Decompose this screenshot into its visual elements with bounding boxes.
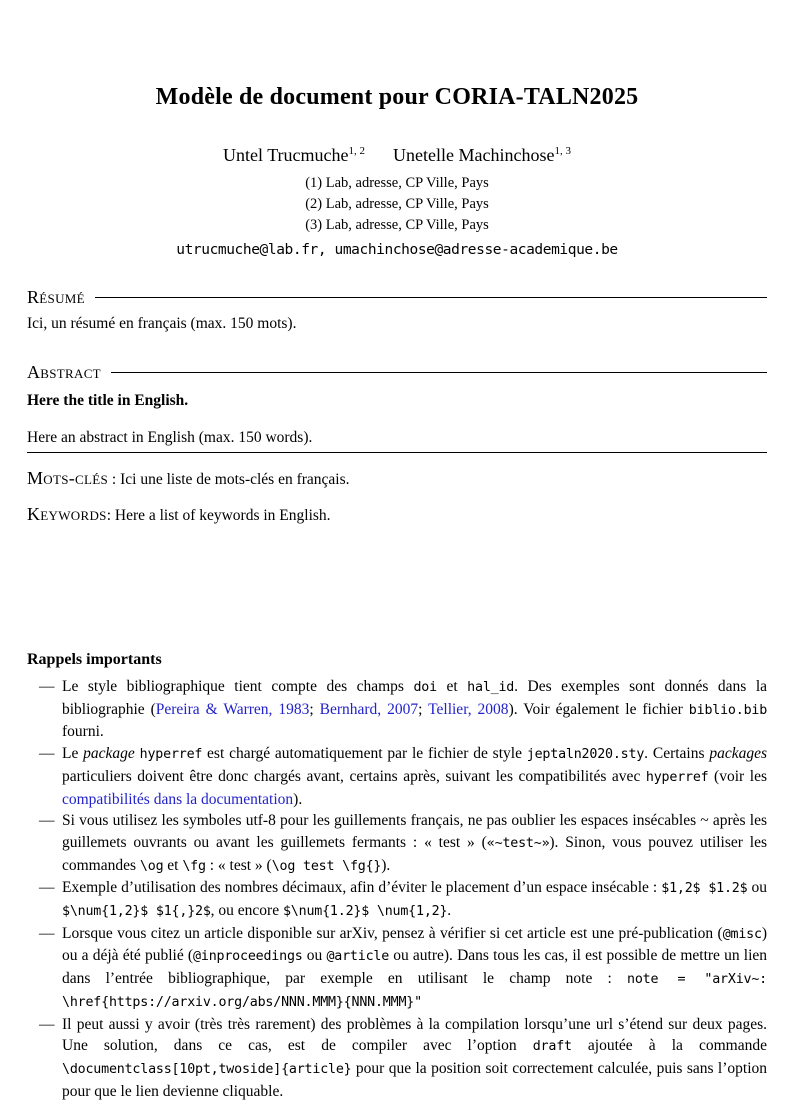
item-text [62, 879, 767, 919]
italic-text: packages [709, 745, 767, 763]
text-segment: et [436, 678, 468, 695]
text-segment: ou autre). Dans tous les cas, il est possible de mettre un lien dans l’entrée bibliographique, par exemple en utilisant le champ note : [62, 947, 768, 988]
text-segment: Le [62, 745, 84, 763]
text-segment: ou [302, 947, 327, 965]
item-text [62, 745, 767, 807]
item-dash-marker: — [39, 745, 55, 763]
text-segment: ; [309, 700, 320, 718]
abstract-text: Here an abstract in English (max. 150 words). [27, 429, 767, 453]
text-segment: ). [381, 856, 391, 874]
text-segment: ). Sinon, vous pouvez utiliser les commandes [62, 833, 767, 874]
text-segment: est chargé automatiquement par le fichier de style [202, 745, 527, 763]
item-dash-marker: — [39, 1015, 55, 1033]
inline-code: @misc [722, 926, 762, 942]
abstract-section-header [27, 362, 767, 383]
text-segment: . Des exemples sont donnés dans la bibliographie ( [62, 678, 768, 718]
text-segment: : « test » ( [205, 856, 272, 874]
item-dash-marker: — [39, 924, 55, 942]
text-segment: Exemple d’utilisation des nombres décimaux, afin d’éviter le placement d’un espace insécable : [62, 879, 662, 897]
hyperlink[interactable]: compatibilités dans la documentation [62, 790, 294, 808]
author-name: Untel Trucmuche [223, 145, 349, 165]
text-segment: ). Voir également le fichier [508, 700, 689, 718]
emails-line: utrucmuche@lab.fr, umachinchose@adresse-academique.be [176, 242, 618, 258]
text-segment: fourni. [62, 723, 104, 741]
inline-code: \documentclass[10pt,twoside]{article} [62, 1061, 352, 1077]
affiliation-line: (2) Lab, adresse, CP Ville, Pays [305, 196, 489, 212]
author-name: Unetelle Machinchose [393, 145, 555, 165]
item-dash-marker: — [39, 812, 55, 830]
item-text [62, 1016, 767, 1100]
affiliation-line: (1) Lab, adresse, CP Ville, Pays [305, 175, 489, 191]
mots-cles-separator: : [108, 471, 121, 488]
mots-cles-label: Mots-clés [27, 468, 109, 488]
author-1 [223, 145, 365, 165]
authors-line [27, 145, 767, 166]
abstract-label: Abstract [27, 362, 101, 382]
text-segment: ; [418, 700, 429, 718]
keywords-text: Here a list of keywords in English. [114, 507, 331, 524]
inline-code: hyperref [645, 769, 709, 785]
rappels-list [27, 676, 767, 1102]
list-item [27, 1014, 767, 1103]
author-affiliation-sup: 1, 3 [554, 145, 571, 157]
paper-title: Modèle de document pour CORIA-TALN2025 [155, 84, 639, 110]
resume-section-header [27, 287, 767, 308]
text-segment: Il peut aussi y avoir (très très rarement) des problèmes à la compilation lorsqu’une url s’étend sur deux pages. Une solution, dans ce cas, est de compiler avec l’option [62, 1015, 767, 1055]
keywords-line [27, 504, 767, 525]
text-segment: Le style bibliographique tient compte des champs [62, 678, 414, 695]
inline-code: \og [139, 858, 164, 874]
resume-label: Résumé [27, 287, 85, 307]
author-affiliation-sup: 1, 2 [348, 145, 366, 157]
text-segment: (voir les [708, 767, 767, 785]
affiliations-block [27, 173, 767, 236]
text-segment: ajoutée à la commande [571, 1037, 767, 1055]
inline-code: \og test \fg{} [271, 858, 382, 874]
item-dash-marker: — [39, 879, 55, 897]
citation-link[interactable]: Bernhard, 2007 [319, 700, 419, 718]
text-segment: , ou encore [210, 902, 283, 920]
text-segment: . Certains [644, 745, 710, 763]
inline-code: «~test~» [486, 835, 550, 851]
italic-text: package [83, 745, 135, 763]
text-segment: ou [747, 879, 767, 897]
resume-text: Ici, un résumé en français (max. 150 mots). [27, 315, 297, 332]
affiliation-line: (3) Lab, adresse, CP Ville, Pays [305, 217, 489, 233]
list-item [27, 877, 767, 922]
text-segment: ) ou a déjà été publié ( [62, 924, 767, 965]
text-segment: ). [293, 790, 303, 808]
text-segment: . [447, 902, 452, 920]
list-item [27, 810, 767, 877]
item-text [62, 925, 767, 1010]
item-text [62, 812, 767, 873]
inline-code: hal_id [467, 680, 515, 695]
inline-code: @article [326, 949, 390, 965]
text-segment: et [163, 856, 183, 874]
inline-code: hyperref [139, 747, 203, 763]
inline-code: doi [413, 680, 437, 695]
keywords-separator: : [106, 507, 115, 524]
text-segment: Si vous utilisez les symboles utf-8 pour les guillements français, ne pas oublier les espaces insécables ~ après les guillemets ouvrants ou avant les guillemets fermants : « test » ( [62, 812, 767, 851]
text-segment: particuliers doivent être donc chargés avant, certains après, suivant les compatibilités avec [62, 767, 646, 785]
citation-link[interactable]: Pereira & Warren, 1983 [155, 700, 310, 718]
inline-code: \fg [182, 858, 206, 874]
list-item [27, 676, 767, 743]
citation-link[interactable]: Tellier, 2008 [428, 700, 509, 718]
inline-code: draft [532, 1039, 572, 1055]
author-2 [393, 145, 571, 165]
item-dash-marker: — [39, 678, 55, 695]
text-segment: Lorsque vous citez un article disponible sur arXiv, pensez à vérifier si cet article est une pré-publication ( [62, 924, 723, 942]
inline-code: @inproceedings [193, 949, 303, 965]
keywords-label: Keywords [27, 504, 107, 524]
text-segment: pour que la position soit correctement calculée, puis sans l’option pour que le lien devienne cliquable. [62, 1059, 767, 1100]
horizontal-rule [95, 297, 767, 298]
inline-code: $\num{1.2}$ \num{1,2} [282, 904, 448, 920]
inline-code: jeptaln2020.sty [526, 747, 645, 763]
item-text [62, 678, 767, 740]
inline-code: biblio.bib [688, 702, 768, 718]
rappels-heading: Rappels importants [27, 651, 162, 668]
mots-cles-text: Ici une liste de mots-clés en français. [120, 471, 350, 488]
inline-code: $1,2$ $1.2$ [661, 881, 748, 897]
horizontal-rule [111, 372, 767, 373]
mots-cles-line [27, 468, 767, 489]
list-item [27, 923, 767, 1014]
inline-code: $\num{1,2}$ $1{,}2$ [62, 904, 211, 920]
list-item [27, 743, 767, 810]
abstract-english-title: Here the title in English. [27, 392, 189, 409]
inline-code: note = "arXiv~: \href{https://arxiv.org/abs/NNN.MMM}{NNN.MMM}" [62, 972, 767, 1010]
